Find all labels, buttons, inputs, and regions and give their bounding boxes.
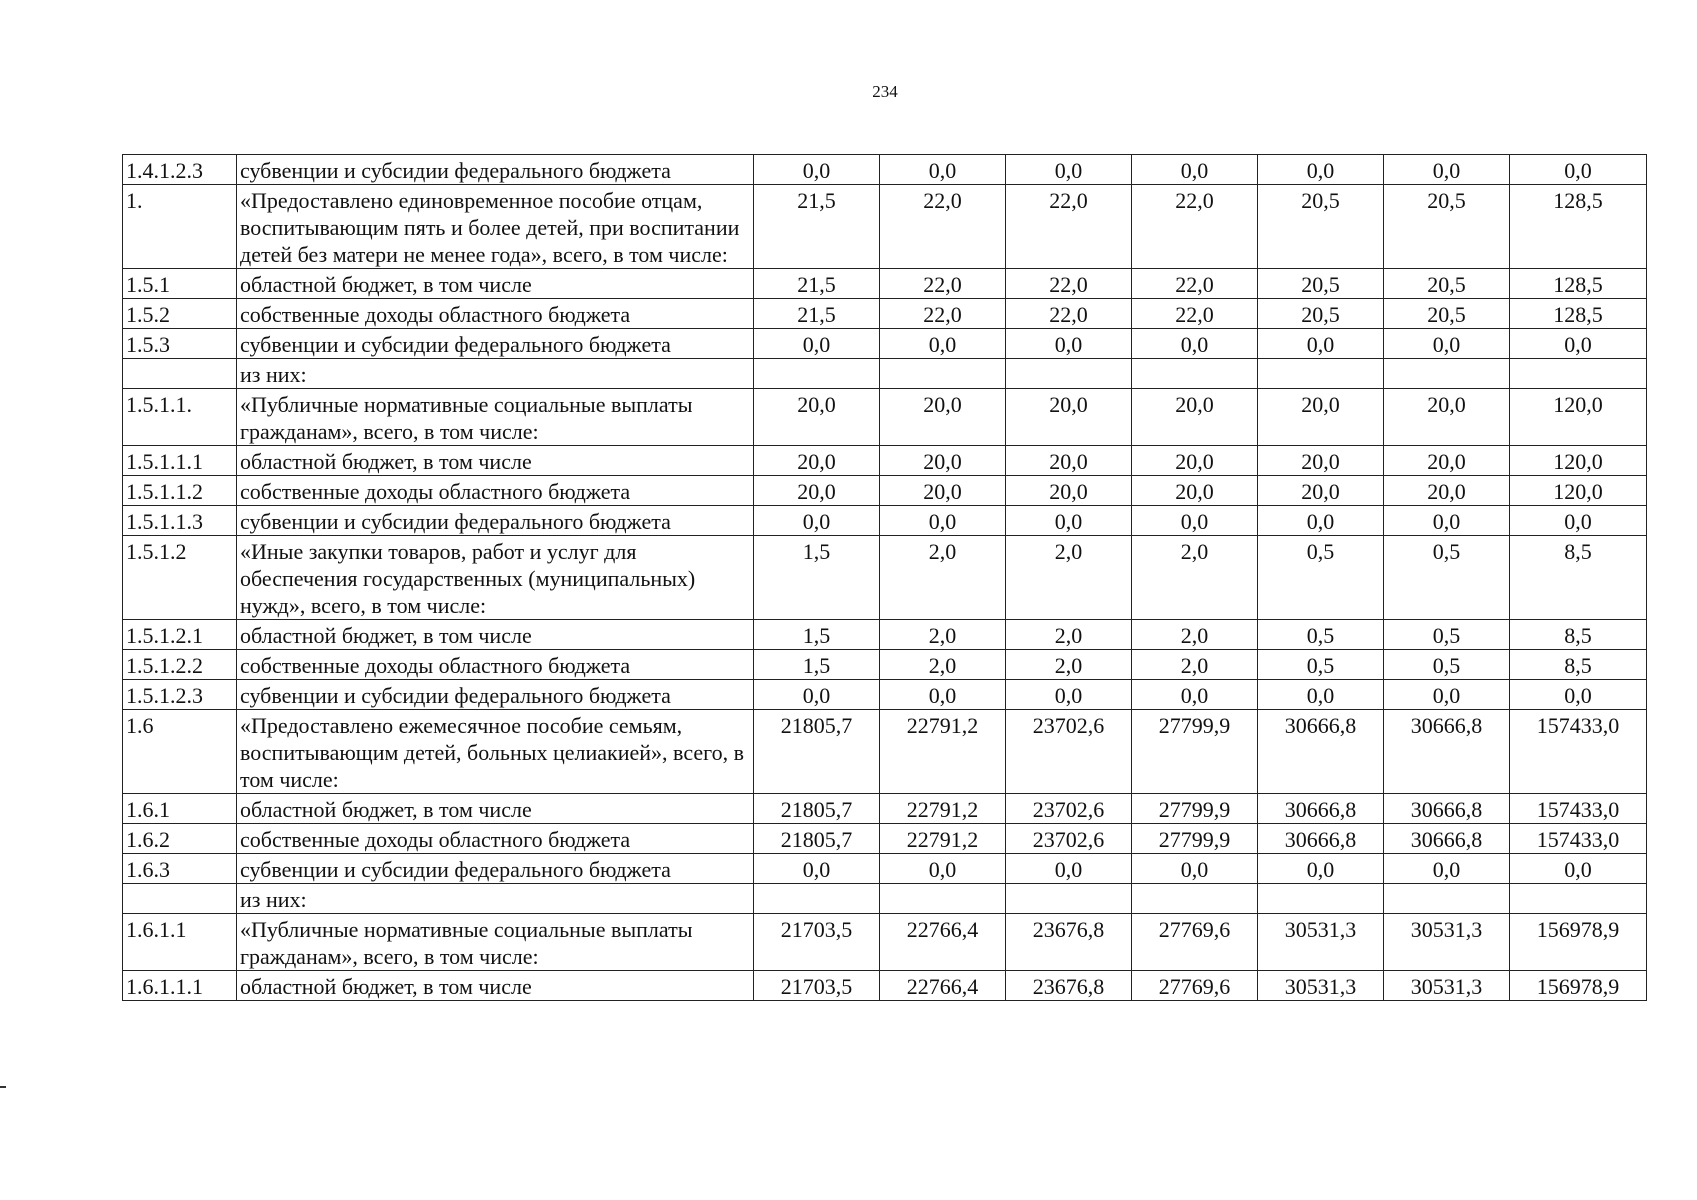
value-cell: 120,0 (1510, 446, 1647, 476)
value-cell (1006, 359, 1132, 389)
value-cell: 21,5 (754, 269, 880, 299)
value-cell: 30531,3 (1258, 971, 1384, 1001)
value-cell (1132, 359, 1258, 389)
value-cell: 20,5 (1258, 299, 1384, 329)
value-cell: 22766,4 (880, 971, 1006, 1001)
value-cell: 22791,2 (880, 710, 1006, 794)
row-description: из них: (237, 359, 754, 389)
value-cell (880, 884, 1006, 914)
value-cell: 20,5 (1258, 185, 1384, 269)
row-code: 1.6.2 (123, 824, 237, 854)
value-cell: 1,5 (754, 620, 880, 650)
value-cell: 120,0 (1510, 389, 1647, 446)
value-cell: 22,0 (1132, 269, 1258, 299)
row-description: субвенции и субсидии федерального бюджета (237, 506, 754, 536)
value-cell: 21703,5 (754, 971, 880, 1001)
value-cell: 20,5 (1384, 299, 1510, 329)
value-cell: 0,0 (1132, 680, 1258, 710)
value-cell: 21805,7 (754, 794, 880, 824)
value-cell: 0,0 (880, 329, 1006, 359)
value-cell: 0,0 (1258, 155, 1384, 185)
value-cell: 2,0 (1132, 620, 1258, 650)
value-cell: 20,0 (1258, 389, 1384, 446)
table-row (123, 620, 1647, 650)
value-cell: 21703,5 (754, 914, 880, 971)
value-cell: 20,0 (880, 446, 1006, 476)
value-cell: 30666,8 (1384, 794, 1510, 824)
table-row (123, 710, 1647, 794)
value-cell: 20,0 (1006, 389, 1132, 446)
value-cell: 0,0 (1510, 506, 1647, 536)
value-cell: 30666,8 (1384, 710, 1510, 794)
value-cell: 0,0 (1132, 854, 1258, 884)
value-cell: 0,0 (1132, 155, 1258, 185)
row-description: собственные доходы областного бюджета (237, 650, 754, 680)
value-cell (1132, 884, 1258, 914)
table-row (123, 185, 1647, 269)
row-code (123, 359, 237, 389)
value-cell: 20,5 (1384, 269, 1510, 299)
value-cell: 0,0 (880, 506, 1006, 536)
value-cell: 0,0 (1258, 854, 1384, 884)
table-row (123, 884, 1647, 914)
value-cell: 22766,4 (880, 914, 1006, 971)
value-cell: 30531,3 (1384, 914, 1510, 971)
value-cell: 0,0 (880, 155, 1006, 185)
value-cell: 2,0 (1006, 620, 1132, 650)
value-cell (1510, 884, 1647, 914)
value-cell: 0,0 (1006, 506, 1132, 536)
row-description: областной бюджет, в том числе (237, 971, 754, 1001)
row-code: 1.6.1 (123, 794, 237, 824)
value-cell (1258, 359, 1384, 389)
row-description: областной бюджет, в том числе (237, 269, 754, 299)
table-row (123, 446, 1647, 476)
row-description: областной бюджет, в том числе (237, 446, 754, 476)
value-cell: 21,5 (754, 185, 880, 269)
row-code: 1.5.1.1.1 (123, 446, 237, 476)
value-cell: 0,0 (1510, 854, 1647, 884)
value-cell: 0,0 (1258, 680, 1384, 710)
table-row (123, 299, 1647, 329)
row-code: 1.6 (123, 710, 237, 794)
table-row (123, 650, 1647, 680)
table-row (123, 536, 1647, 620)
value-cell: 20,0 (1384, 476, 1510, 506)
value-cell: 157433,0 (1510, 710, 1647, 794)
value-cell: 0,5 (1258, 620, 1384, 650)
table-row (123, 914, 1647, 971)
value-cell: 0,0 (1258, 329, 1384, 359)
value-cell: 2,0 (880, 650, 1006, 680)
value-cell: 20,0 (1258, 476, 1384, 506)
value-cell: 20,0 (1132, 476, 1258, 506)
value-cell: 0,0 (1384, 854, 1510, 884)
value-cell: 20,0 (1258, 446, 1384, 476)
value-cell: 0,0 (754, 680, 880, 710)
value-cell: 2,0 (1132, 650, 1258, 680)
value-cell: 0,5 (1258, 650, 1384, 680)
value-cell: 0,5 (1258, 536, 1384, 620)
row-description: субвенции и субсидии федерального бюджета (237, 329, 754, 359)
value-cell: 20,0 (754, 476, 880, 506)
value-cell: 0,0 (1006, 329, 1132, 359)
table-row (123, 359, 1647, 389)
row-code: 1.4.1.2.3 (123, 155, 237, 185)
value-cell: 22791,2 (880, 794, 1006, 824)
value-cell: 21805,7 (754, 710, 880, 794)
value-cell: 23702,6 (1006, 794, 1132, 824)
row-description: «Предоставлено ежемесячное пособие семьям, воспитывающим детей, больных целиакией», всего, в том числе: (237, 710, 754, 794)
value-cell: 156978,9 (1510, 971, 1647, 1001)
value-cell: 23676,8 (1006, 971, 1132, 1001)
value-cell (1258, 884, 1384, 914)
value-cell: 22,0 (880, 299, 1006, 329)
table-row (123, 269, 1647, 299)
row-code: 1.5.1 (123, 269, 237, 299)
value-cell: 0,0 (1006, 854, 1132, 884)
table-row (123, 476, 1647, 506)
row-description: «Иные закупки товаров, работ и услуг для обеспечения государственных (муниципальных) нужд», всего, в том числе: (237, 536, 754, 620)
value-cell: 0,0 (1132, 329, 1258, 359)
budget-table (122, 154, 1647, 1001)
value-cell: 22,0 (1132, 185, 1258, 269)
value-cell: 0,0 (1510, 329, 1647, 359)
value-cell: 2,0 (1006, 650, 1132, 680)
row-description: субвенции и субсидии федерального бюджета (237, 854, 754, 884)
value-cell: 0,0 (1006, 155, 1132, 185)
value-cell: 27799,9 (1132, 710, 1258, 794)
row-description: собственные доходы областного бюджета (237, 824, 754, 854)
value-cell: 23702,6 (1006, 824, 1132, 854)
row-code: 1.5.1.2 (123, 536, 237, 620)
value-cell: 157433,0 (1510, 794, 1647, 824)
value-cell: 0,0 (1384, 506, 1510, 536)
value-cell: 1,5 (754, 536, 880, 620)
row-code: 1.5.2 (123, 299, 237, 329)
row-description: субвенции и субсидии федерального бюджета (237, 680, 754, 710)
row-code: 1.5.1.1.3 (123, 506, 237, 536)
value-cell: 20,0 (880, 476, 1006, 506)
value-cell: 23702,6 (1006, 710, 1132, 794)
value-cell: 20,0 (1384, 446, 1510, 476)
value-cell: 30666,8 (1258, 794, 1384, 824)
value-cell (1510, 359, 1647, 389)
value-cell: 128,5 (1510, 299, 1647, 329)
value-cell: 0,5 (1384, 620, 1510, 650)
budget-table-body (123, 155, 1647, 1001)
value-cell: 0,0 (1006, 680, 1132, 710)
value-cell: 0,0 (1132, 506, 1258, 536)
value-cell: 22,0 (1006, 185, 1132, 269)
row-description: из них: (237, 884, 754, 914)
value-cell (1006, 884, 1132, 914)
value-cell: 0,0 (880, 680, 1006, 710)
value-cell: 22,0 (880, 269, 1006, 299)
value-cell: 0,0 (754, 854, 880, 884)
value-cell: 27769,6 (1132, 914, 1258, 971)
value-cell: 22,0 (880, 185, 1006, 269)
value-cell: 8,5 (1510, 620, 1647, 650)
value-cell: 27799,9 (1132, 794, 1258, 824)
value-cell: 0,0 (880, 854, 1006, 884)
value-cell: 22791,2 (880, 824, 1006, 854)
row-code: 1.5.1.1. (123, 389, 237, 446)
value-cell: 27769,6 (1132, 971, 1258, 1001)
row-description: собственные доходы областного бюджета (237, 299, 754, 329)
value-cell: 0,0 (1258, 506, 1384, 536)
value-cell: 30666,8 (1384, 824, 1510, 854)
row-description: областной бюджет, в том числе (237, 794, 754, 824)
row-description: субвенции и субсидии федерального бюджета (237, 155, 754, 185)
value-cell: 0,0 (1510, 155, 1647, 185)
value-cell: 0,0 (754, 506, 880, 536)
value-cell: 20,0 (1006, 476, 1132, 506)
table-row (123, 329, 1647, 359)
value-cell (1384, 884, 1510, 914)
value-cell: 0,0 (754, 329, 880, 359)
value-cell: 23676,8 (1006, 914, 1132, 971)
value-cell (754, 884, 880, 914)
row-description: «Предоставлено единовременное пособие отцам, воспитывающим пять и более детей, при воспитании детей без матери не менее года», всего, в том числе: (237, 185, 754, 269)
row-code: 1.6.3 (123, 854, 237, 884)
table-row (123, 389, 1647, 446)
row-code: 1. (123, 185, 237, 269)
value-cell (880, 359, 1006, 389)
value-cell: 20,0 (1132, 446, 1258, 476)
value-cell: 20,0 (1132, 389, 1258, 446)
table-row (123, 680, 1647, 710)
value-cell: 8,5 (1510, 536, 1647, 620)
value-cell: 128,5 (1510, 269, 1647, 299)
value-cell: 2,0 (1006, 536, 1132, 620)
value-cell: 1,5 (754, 650, 880, 680)
value-cell: 20,0 (754, 389, 880, 446)
value-cell: 20,0 (754, 446, 880, 476)
row-code: 1.5.1.2.3 (123, 680, 237, 710)
table-row (123, 854, 1647, 884)
value-cell: 30531,3 (1258, 914, 1384, 971)
value-cell: 21,5 (754, 299, 880, 329)
value-cell: 0,5 (1384, 650, 1510, 680)
value-cell (1384, 359, 1510, 389)
value-cell: 0,0 (1510, 680, 1647, 710)
table-row (123, 794, 1647, 824)
row-code: 1.5.1.2.1 (123, 620, 237, 650)
value-cell: 0,0 (1384, 329, 1510, 359)
row-code: 1.6.1.1.1 (123, 971, 237, 1001)
value-cell: 21805,7 (754, 824, 880, 854)
value-cell: 0,0 (1384, 680, 1510, 710)
value-cell: 30531,3 (1384, 971, 1510, 1001)
value-cell: 120,0 (1510, 476, 1647, 506)
page-number: 234 (872, 82, 898, 101)
value-cell: 0,0 (754, 155, 880, 185)
table-row (123, 506, 1647, 536)
row-code: 1.6.1.1 (123, 914, 237, 971)
table-row (123, 155, 1647, 185)
value-cell: 2,0 (1132, 536, 1258, 620)
value-cell: 0,0 (1384, 155, 1510, 185)
value-cell: 22,0 (1132, 299, 1258, 329)
row-code (123, 884, 237, 914)
row-code: 1.5.3 (123, 329, 237, 359)
value-cell: 0,5 (1384, 536, 1510, 620)
value-cell: 20,0 (880, 389, 1006, 446)
row-code: 1.5.1.2.2 (123, 650, 237, 680)
row-description: «Публичные нормативные социальные выплаты гражданам», всего, в том числе: (237, 914, 754, 971)
table-row (123, 971, 1647, 1001)
value-cell: 30666,8 (1258, 710, 1384, 794)
value-cell: 20,0 (1384, 389, 1510, 446)
value-cell: 27799,9 (1132, 824, 1258, 854)
value-cell: 20,0 (1006, 446, 1132, 476)
value-cell (754, 359, 880, 389)
value-cell: 2,0 (880, 620, 1006, 650)
value-cell: 20,5 (1258, 269, 1384, 299)
value-cell: 157433,0 (1510, 824, 1647, 854)
table-row (123, 824, 1647, 854)
row-description: областной бюджет, в том числе (237, 620, 754, 650)
value-cell: 30666,8 (1258, 824, 1384, 854)
value-cell: 22,0 (1006, 299, 1132, 329)
row-description: собственные доходы областного бюджета (237, 476, 754, 506)
value-cell: 8,5 (1510, 650, 1647, 680)
margin-mark (0, 1086, 6, 1088)
value-cell: 156978,9 (1510, 914, 1647, 971)
value-cell: 22,0 (1006, 269, 1132, 299)
value-cell: 128,5 (1510, 185, 1647, 269)
value-cell: 2,0 (880, 536, 1006, 620)
value-cell: 20,5 (1384, 185, 1510, 269)
row-code: 1.5.1.1.2 (123, 476, 237, 506)
row-description: «Публичные нормативные социальные выплаты гражданам», всего, в том числе: (237, 389, 754, 446)
